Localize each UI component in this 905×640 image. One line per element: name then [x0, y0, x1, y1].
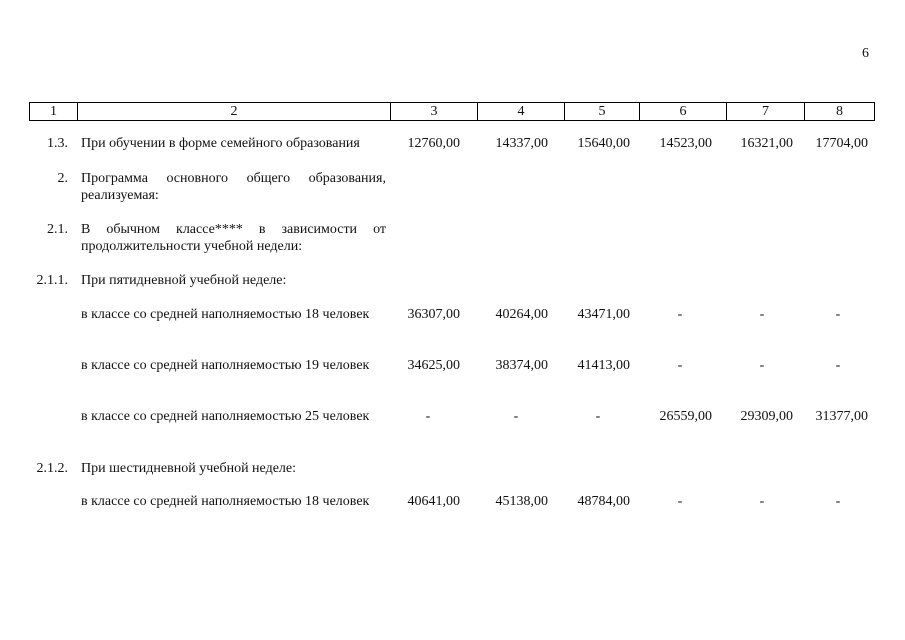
row-description: в классе со средней наполняемостью 18 человек: [81, 307, 370, 322]
row-description: в классе со средней наполняемостью 25 человек: [81, 409, 370, 424]
value-cell: -: [595, 409, 601, 424]
row-number: 2.: [57, 171, 68, 186]
value-cell: 41413,00: [577, 358, 630, 373]
row-number: 1.3.: [47, 136, 68, 151]
value-cell: -: [677, 307, 683, 322]
value-cell: 48784,00: [577, 494, 630, 509]
table-header: [29, 102, 874, 121]
value-cell: 14523,00: [659, 136, 712, 151]
row-number: 2.1.2.: [36, 461, 68, 476]
row-description: При шестидневной учебной неделе:: [81, 461, 297, 476]
value-cell: 34625,00: [407, 358, 460, 373]
value-cell: 14337,00: [495, 136, 548, 151]
value-cell: 15640,00: [577, 136, 630, 151]
value-cell: -: [677, 358, 683, 373]
value-cell: -: [835, 494, 841, 509]
row-number: 2.1.1.: [36, 273, 68, 288]
value-cell: -: [759, 358, 765, 373]
header-cell: 6: [639, 102, 726, 121]
value-cell: -: [835, 307, 841, 322]
value-cell: -: [759, 494, 765, 509]
value-cell: -: [835, 358, 841, 373]
header-cell: 2: [77, 102, 390, 121]
value-cell: 40641,00: [407, 494, 460, 509]
value-cell: 31377,00: [815, 409, 868, 424]
header-cell: 1: [29, 102, 77, 121]
value-cell: -: [677, 494, 683, 509]
row-description: в классе со средней наполняемостью 19 человек: [81, 358, 370, 373]
header-cell: 7: [726, 102, 804, 121]
value-cell: 12760,00: [407, 136, 460, 151]
value-cell: 26559,00: [659, 409, 712, 424]
value-cell: -: [513, 409, 519, 424]
value-cell: 40264,00: [495, 307, 548, 322]
row-description: В обычном классе**** в зависимости от продолжительности учебной недели:: [81, 222, 386, 254]
row-description: При пятидневной учебной неделе:: [81, 273, 287, 288]
value-cell: 17704,00: [815, 136, 868, 151]
header-cell: 4: [477, 102, 564, 121]
header-cell: 8: [804, 102, 875, 121]
row-description: При обучении в форме семейного образования: [81, 136, 360, 151]
value-cell: -: [425, 409, 431, 424]
page-number: 6: [862, 46, 869, 61]
row-description: Программа основного общего образования, реализуемая:: [81, 171, 386, 203]
header-cell: 5: [564, 102, 639, 121]
row-description: в классе со средней наполняемостью 18 человек: [81, 494, 370, 509]
value-cell: 43471,00: [577, 307, 630, 322]
value-cell: 38374,00: [495, 358, 548, 373]
row-number: 2.1.: [47, 222, 68, 237]
value-cell: 16321,00: [740, 136, 793, 151]
value-cell: -: [759, 307, 765, 322]
header-cell: 3: [390, 102, 477, 121]
value-cell: 29309,00: [740, 409, 793, 424]
value-cell: 45138,00: [495, 494, 548, 509]
value-cell: 36307,00: [407, 307, 460, 322]
